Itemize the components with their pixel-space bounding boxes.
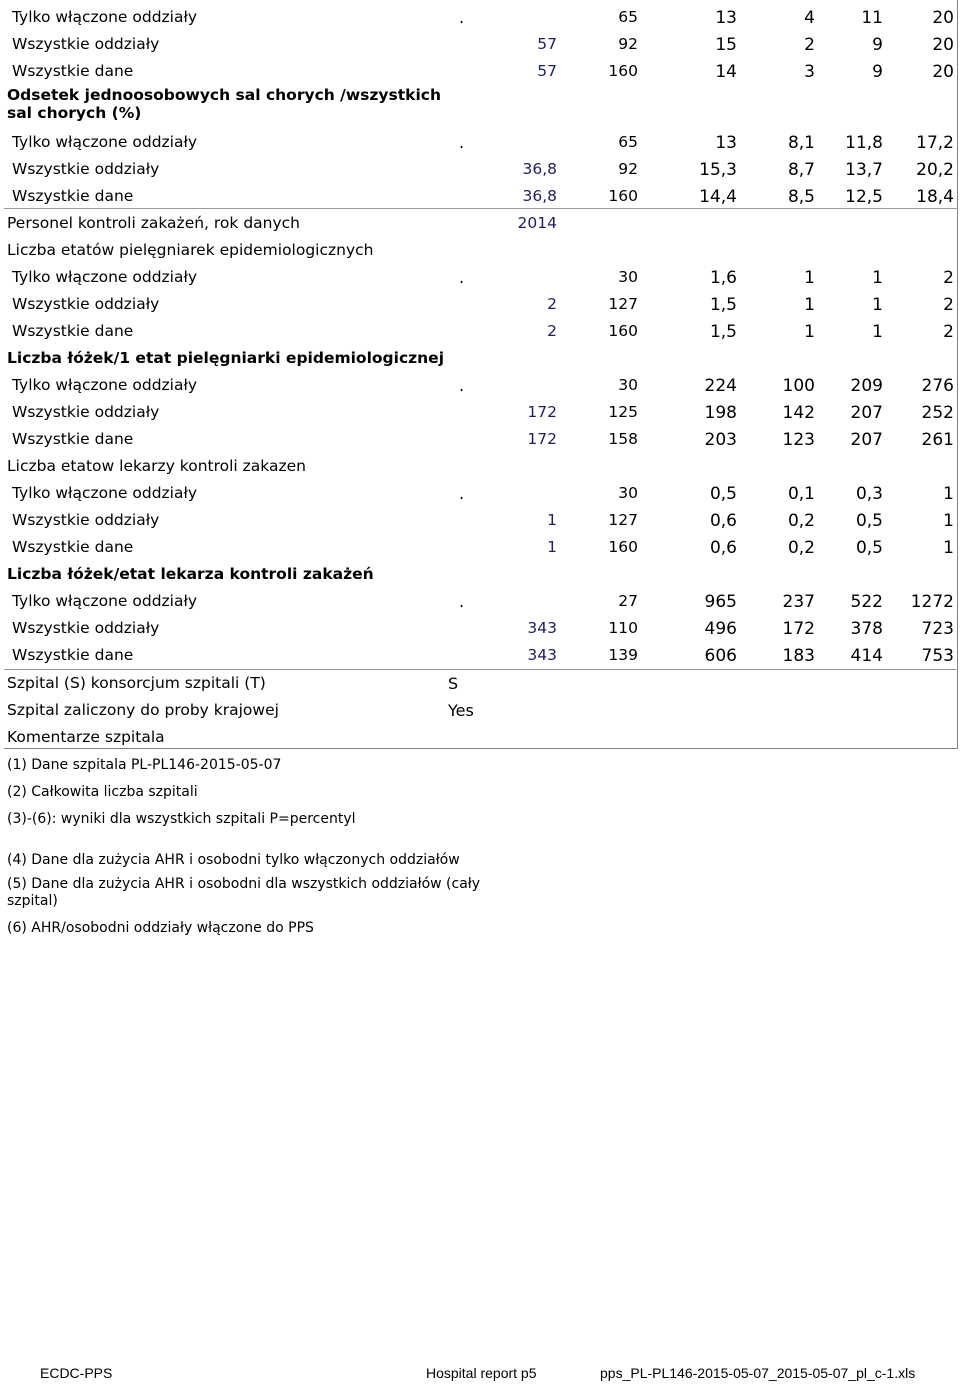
cell-v6: 20: [932, 62, 954, 82]
cell-v1: 2: [547, 295, 557, 313]
cell-v4: 0,1: [787, 484, 815, 504]
table-row: [4, 317, 958, 344]
section-title: Liczba etatow lekarzy kontroli zakazen: [7, 457, 306, 475]
cell-v3: 13: [715, 8, 737, 28]
cell-v1: 1: [547, 511, 557, 529]
cell-v5: 522: [850, 592, 883, 612]
cell-v6: 17,2: [916, 133, 954, 153]
cell-v3: 14: [715, 62, 737, 82]
row-label: Wszystkie oddziały: [12, 160, 160, 178]
cell-v3: 0,5: [709, 484, 737, 504]
row-label: Tylko włączone oddziały: [12, 376, 198, 394]
cell-v2: 30: [618, 484, 638, 502]
table-row: [4, 263, 958, 290]
table-row: [4, 182, 958, 209]
note-5-cont: szpital): [7, 893, 58, 909]
table-row: [4, 425, 958, 452]
section-title: Liczba łóżek/etat lekarza kontroli zakażeń: [7, 565, 374, 583]
table-row: [4, 587, 958, 614]
section-title-row: [4, 560, 958, 587]
cell-v4: 1: [804, 322, 815, 342]
section-title: Liczba etatów pielęgniarek epidemiologicznych: [7, 241, 374, 259]
section-title: Liczba łóżek/1 etat pielęgniarki epidemiologicznej: [7, 349, 445, 367]
cell-v4: 0,2: [787, 511, 815, 531]
cell-v1: 36,8: [522, 160, 557, 178]
table-row: [4, 128, 958, 155]
cell-v3: 198: [704, 403, 737, 423]
table-row: [4, 641, 958, 668]
note-5: (5) Dane dla zużycia AHR i osobodni dla wszystkich oddziałów (cały: [7, 876, 481, 892]
row-label: Tylko włączone oddziały: [12, 8, 198, 26]
cell-v2: 125: [608, 403, 638, 421]
cell-v5: 209: [850, 376, 883, 396]
cell-v6: 261: [921, 430, 954, 450]
row-label: Tylko włączone oddziały: [12, 133, 198, 151]
cell-v4: 1: [804, 268, 815, 288]
cell-v6: 20: [932, 8, 954, 28]
table-row: [4, 155, 958, 182]
section-title-row: [4, 236, 958, 263]
row-label: Tylko włączone oddziały: [12, 484, 198, 502]
cell-v2: 160: [608, 187, 638, 205]
row-dot: .: [459, 376, 465, 395]
cell-v5: 378: [850, 619, 883, 639]
szpital-value: S: [448, 674, 459, 693]
cell-v3: 496: [704, 619, 737, 639]
row-label: Wszystkie dane: [12, 187, 134, 205]
table-row: [4, 398, 958, 425]
cell-v1: 172: [527, 403, 557, 421]
cell-v6: 753: [921, 646, 954, 666]
row-label: Wszystkie dane: [12, 430, 134, 448]
cell-v6: 1272: [910, 592, 954, 612]
cell-v6: 252: [921, 403, 954, 423]
cell-v5: 1: [872, 295, 883, 315]
personel-year: 2014: [517, 214, 557, 232]
cell-v1: 57: [537, 35, 557, 53]
cell-v4: 2: [804, 35, 815, 55]
row-label: Wszystkie oddziały: [12, 619, 160, 637]
cell-v6: 276: [921, 376, 954, 396]
row-label: Wszystkie oddziały: [12, 511, 160, 529]
komentarze-row: [4, 723, 958, 750]
cell-v6: 2: [943, 268, 954, 288]
cell-v6: 20: [932, 35, 954, 55]
cell-v2: 160: [608, 322, 638, 340]
cell-v2: 160: [608, 538, 638, 556]
table-row: [4, 30, 958, 57]
cell-v4: 0,2: [787, 538, 815, 558]
row-label: Wszystkie dane: [12, 538, 134, 556]
cell-v5: 11,8: [845, 133, 883, 153]
cell-v2: 27: [618, 592, 638, 610]
row-label: Wszystkie oddziały: [12, 403, 160, 421]
cell-v6: 2: [943, 322, 954, 342]
cell-v4: 8,7: [787, 160, 815, 180]
cell-v6: 1: [943, 484, 954, 504]
cell-v1: 57: [537, 62, 557, 80]
cell-v3: 224: [704, 376, 737, 396]
cell-v2: 65: [618, 8, 638, 26]
table-row: [4, 57, 958, 84]
section-title-row: [4, 99, 958, 126]
cell-v6: 18,4: [916, 187, 954, 207]
cell-v6: 1: [943, 538, 954, 558]
proba-value: Yes: [448, 701, 474, 720]
row-dot: .: [459, 268, 465, 287]
footer-right: pps_PL-PL146-2015-05-07_2015-05-07_pl_c-1.xls: [600, 1365, 916, 1381]
cell-v4: 100: [782, 376, 815, 396]
cell-v3: 0,6: [709, 511, 737, 531]
section-title-row: [4, 452, 958, 479]
cell-v1: 343: [527, 619, 557, 637]
cell-v2: 127: [608, 295, 638, 313]
cell-v3: 15: [715, 35, 737, 55]
cell-v2: 139: [608, 646, 638, 664]
cell-v3: 15,3: [699, 160, 737, 180]
proba-row: [4, 696, 958, 723]
row-label: Wszystkie dane: [12, 322, 134, 340]
row-label: Wszystkie oddziały: [12, 295, 160, 313]
cell-v4: 142: [782, 403, 815, 423]
cell-v5: 207: [850, 403, 883, 423]
cell-v2: 30: [618, 376, 638, 394]
cell-v2: 92: [618, 160, 638, 178]
cell-v2: 92: [618, 35, 638, 53]
cell-v3: 1,5: [709, 295, 737, 315]
table-row: [4, 371, 958, 398]
row-label: Wszystkie dane: [12, 62, 134, 80]
cell-v4: 183: [782, 646, 815, 666]
cell-v5: 414: [850, 646, 883, 666]
cell-v6: 20,2: [916, 160, 954, 180]
cell-v1: 36,8: [522, 187, 557, 205]
cell-v1: 343: [527, 646, 557, 664]
section-title: sal chorych (%): [7, 104, 142, 122]
cell-v4: 1: [804, 295, 815, 315]
cell-v3: 14,4: [699, 187, 737, 207]
row-dot: .: [459, 133, 465, 152]
cell-v2: 65: [618, 133, 638, 151]
cell-v5: 12,5: [845, 187, 883, 207]
cell-v2: 127: [608, 511, 638, 529]
cell-v5: 1: [872, 322, 883, 342]
cell-v3: 606: [704, 646, 737, 666]
report-table: [4, 0, 958, 749]
cell-v2: 158: [608, 430, 638, 448]
cell-v3: 1,6: [709, 268, 737, 288]
cell-v4: 8,1: [787, 133, 815, 153]
table-row: [4, 614, 958, 641]
row-label: Tylko włączone oddziały: [12, 268, 198, 286]
table-row: [4, 479, 958, 506]
table-row: [4, 506, 958, 533]
cell-v3: 965: [704, 592, 737, 612]
note-4: (4) Dane dla zużycia AHR i osobodni tylko włączonych oddziałów: [7, 852, 460, 868]
cell-v3: 13: [715, 133, 737, 153]
row-label: Personel kontroli zakażeń, rok danych: [7, 214, 301, 232]
row-label: Wszystkie oddziały: [12, 35, 160, 53]
cell-v4: 172: [782, 619, 815, 639]
szpital-row: [4, 669, 958, 696]
note-3: (3)-(6): wyniki dla wszystkich szpitali P=percentyl: [7, 811, 356, 827]
row-label: Wszystkie dane: [12, 646, 134, 664]
cell-v3: 203: [704, 430, 737, 450]
cell-v4: 123: [782, 430, 815, 450]
cell-v4: 4: [804, 8, 815, 28]
row-label: Szpital zaliczony do proby krajowej: [7, 701, 279, 719]
table-row: [4, 3, 958, 30]
cell-v5: 0,3: [855, 484, 883, 504]
row-dot: .: [459, 484, 465, 503]
note-2: (2) Całkowita liczba szpitali: [7, 784, 198, 800]
table-row: [4, 290, 958, 317]
cell-v5: 1: [872, 268, 883, 288]
cell-v4: 8,5: [787, 187, 815, 207]
table-row: [4, 533, 958, 560]
cell-v4: 3: [804, 62, 815, 82]
row-label: Komentarze szpitala: [7, 728, 165, 746]
footer-left: ECDC-PPS: [40, 1365, 113, 1381]
cell-v1: 1: [547, 538, 557, 556]
cell-v5: 11: [861, 8, 883, 28]
footer-center: Hospital report p5: [426, 1365, 537, 1381]
cell-v2: 110: [608, 619, 638, 637]
cell-v5: 9: [872, 62, 883, 82]
personel-row: [4, 209, 958, 236]
cell-v6: 723: [921, 619, 954, 639]
cell-v6: 2: [943, 295, 954, 315]
note-1: (1) Dane szpitala PL-PL146-2015-05-07: [7, 757, 282, 773]
cell-v2: 160: [608, 62, 638, 80]
cell-v6: 1: [943, 511, 954, 531]
cell-v1: 2: [547, 322, 557, 340]
section-title-row: [4, 344, 958, 371]
row-label: Szpital (S) konsorcjum szpitali (T): [7, 674, 266, 692]
note-6: (6) AHR/osobodni oddziały włączone do PPS: [7, 920, 314, 936]
cell-v2: 30: [618, 268, 638, 286]
section-title: Odsetek jednoosobowych sal chorych /wszystkich: [7, 86, 441, 104]
cell-v5: 9: [872, 35, 883, 55]
cell-v4: 237: [782, 592, 815, 612]
cell-v3: 1,5: [709, 322, 737, 342]
row-dot: .: [459, 592, 465, 611]
cell-v5: 13,7: [845, 160, 883, 180]
row-label: Tylko włączone oddziały: [12, 592, 198, 610]
cell-v3: 0,6: [709, 538, 737, 558]
row-dot: .: [459, 8, 465, 27]
cell-v5: 0,5: [855, 511, 883, 531]
cell-v5: 207: [850, 430, 883, 450]
cell-v5: 0,5: [855, 538, 883, 558]
cell-v1: 172: [527, 430, 557, 448]
